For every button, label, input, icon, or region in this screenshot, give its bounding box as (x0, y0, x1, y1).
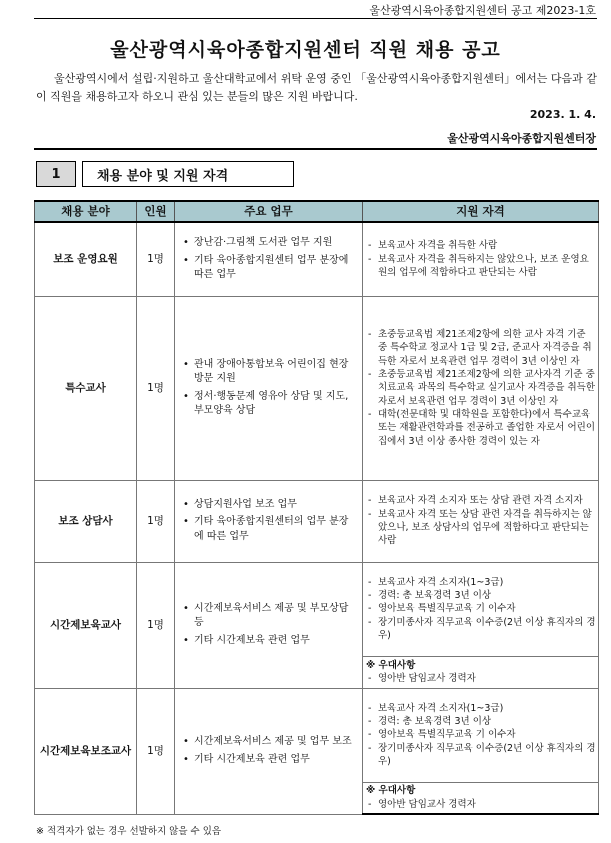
preference-cell (363, 782, 599, 814)
duty-item: • 기타 육아종합지원센터의 업무 분장에 따른 업무 (183, 515, 358, 544)
top-divider (34, 18, 597, 19)
preference-item: - 영아반 담임교사 경력자 (366, 798, 596, 811)
table-row (35, 480, 599, 562)
duty-item: • 기타 시간제보육 관련 업무 (183, 753, 358, 768)
qualification-item: - 영아보육 특별직무교육 기 이수자 (366, 602, 596, 615)
header-field: 채용 분야 (35, 201, 137, 222)
duty-item: • 상담지원사업 보조 업무 (183, 498, 358, 513)
duty-item: • 정서·행동문제 영유아 상담 및 지도, 부모양육 상담 (183, 390, 358, 419)
header-qualifications: 지원 자격 (363, 201, 599, 222)
header-divider (34, 148, 597, 150)
field-cell: 시간제보육보조교사 (35, 688, 137, 814)
duty-item: • 시간제보육서비스 제공 및 업무 보조 (183, 735, 358, 750)
table-row (35, 222, 599, 296)
qualification-item: - 경력: 총 보육경력 3년 이상 (366, 589, 596, 602)
document-number: 울산광역시육아종합지원센터 공고 제2023-1호 (369, 4, 596, 17)
qualification-item: - 보육교사 자격 소지자(1~3급) (366, 702, 596, 715)
footnote: ※ 적격자가 없는 경우 선발하지 않을 수 있음 (36, 826, 222, 837)
duty-item: • 시간제보육서비스 제공 및 부모상담 등 (183, 602, 358, 631)
count-cell: 1명 (137, 562, 175, 688)
duties-cell (175, 222, 363, 296)
qualifications-cell (363, 296, 599, 480)
field-cell: 보조 상담사 (35, 480, 137, 562)
count-cell: 1명 (137, 296, 175, 480)
count-cell: 1명 (137, 480, 175, 562)
qualification-item: - 보육교사 자격 소지자(1~3급) (366, 576, 596, 589)
count-cell: 1명 (137, 688, 175, 814)
preference-item: - 영아반 담임교사 경력자 (366, 672, 596, 685)
page-title: 울산광역시육아종합지원센터 직원 채용 공고 (110, 39, 501, 61)
header-duties: 주요 업무 (175, 201, 363, 222)
header-count: 인원 (137, 201, 175, 222)
preference-heading: ※ 우대사항 (366, 659, 416, 671)
table-header-row (35, 201, 599, 222)
table-row (35, 296, 599, 480)
section-header (36, 161, 294, 187)
qualification-item: - 영아보육 특별직무교육 기 이수자 (366, 728, 596, 741)
duty-item: • 장난감·그림책 도서관 업무 지원 (183, 236, 358, 251)
intro-paragraph: 울산광역시에서 설립·지원하고 울산대학교에서 위탁 운영 중인 「울산광역시육아종합지원센터」에서는 다음과 같이 직원을 채용하고자 하오니 관심 있는 분들의 많은 지원 바랍니다. (36, 72, 597, 103)
field-cell: 시간제보육교사 (35, 562, 137, 688)
duties-cell (175, 480, 363, 562)
count-cell: 1명 (137, 222, 175, 296)
qualification-item: - 보육교사 자격 또는 상담 관련 자격을 취득하지는 않았으나, 보조 상담사의 업무에 적합하다고 판단되는 사람 (366, 508, 596, 548)
field-cell: 특수교사 (35, 296, 137, 480)
qualifications-cell (363, 562, 599, 656)
duty-item: • 기타 육아종합지원센터 업무 분장에 따른 업무 (183, 254, 358, 283)
preference-heading: ※ 우대사항 (366, 785, 416, 797)
qualification-item: - 경력: 총 보육경력 3년 이상 (366, 715, 596, 728)
qualifications-cell (363, 480, 599, 562)
qualification-item: - 초중등교육법 제21조제2항에 의한 교사자격 기준 중 치료교육 과목의 특수학교 실기교사 자격증을 취득한 자로서 보육관련 업무 경력이 3년 이상인 자 (366, 368, 596, 408)
qualifications-cell (363, 222, 599, 296)
qualifications-cell (363, 688, 599, 782)
duties-cell (175, 562, 363, 688)
section-title: 채용 분야 및 지원 자격 (82, 161, 294, 187)
qualification-item: - 장기미종사자 직무교육 이수증(2년 이상 휴직자의 경우) (366, 742, 596, 769)
qualification-item: - 초중등교육법 제21조제2항에 의한 교사 자격 기준 중 특수학교 정교사 1급 및 2급, 준교사 자격증을 취득한 자로서 보육관련 업무 경력이 3년 이상인 자 (366, 328, 596, 368)
duty-item: • 관내 장애아통합보육 어린이집 현장방문 지원 (183, 358, 358, 387)
qualification-item: - 장기미종사자 직무교육 이수증(2년 이상 휴직자의 경우) (366, 616, 596, 643)
announcement-date: 2023. 1. 4. (529, 108, 596, 121)
field-cell: 보조 운영요원 (35, 222, 137, 296)
duties-cell (175, 296, 363, 480)
table-row (35, 562, 599, 656)
qualification-item: - 대학(전문대학 및 대학원을 포함한다)에서 특수교육 또는 재활관련학과를 전공하고 졸업한 자로서 어린이집에서 3년 이상 종사한 경력이 있는 자 (366, 408, 596, 448)
table-row (35, 688, 599, 782)
duty-item: • 기타 시간제보육 관련 업무 (183, 634, 358, 649)
duties-cell (175, 688, 363, 814)
qualification-item: - 보육교사 자격을 취득한 사람 (366, 239, 596, 252)
preference-cell (363, 656, 599, 688)
section-number: 1 (36, 161, 76, 187)
qualification-item: - 보육교사 자격을 취득하지는 않았으나, 보조 운영요원의 업무에 적합하다고 판단되는 사람 (366, 253, 596, 280)
issuer-name: 울산광역시육아종합지원센터장 (447, 132, 596, 145)
recruitment-table (34, 200, 599, 815)
qualification-item: - 보육교사 자격 소지자 또는 상담 관련 자격 소지자 (366, 494, 596, 507)
